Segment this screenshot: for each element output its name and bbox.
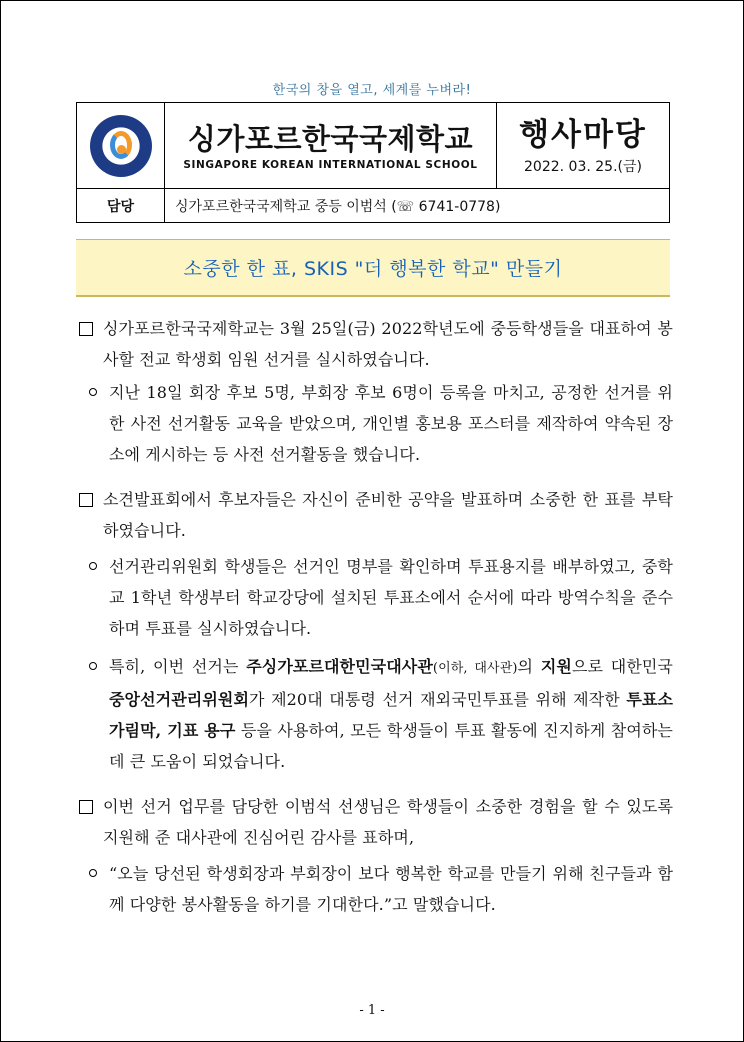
bold-election-commission: 중앙선거관리위원회 xyxy=(109,690,250,709)
contact-text: 싱가포르한국국제학교 중등 이범석 ( xyxy=(175,198,397,215)
text-run: 등을 사용하여, 모든 학생들이 투표 활동에 진지하게 참여하는데 큰 도움이 되었습니다. xyxy=(109,721,673,771)
paragraph-2a xyxy=(79,551,673,644)
circle-bullet-icon xyxy=(89,388,97,396)
paragraph-1a-text: 지난 18일 회장 후보 5명, 부회장 후보 6명이 등록을 마치고, 공정한 선거를 위한 사전 선거활동 교육을 받았으며, 개인별 홍보용 포스터를 제작하여 약속된 장소에 게시하는 등 사전 선거활동을 했습니다. xyxy=(109,383,673,464)
paragraph-3-text: 이번 선거 업무를 담당한 이범석 선생님은 학생들이 소중한 경험을 할 수 있도록 지원해 준 대사관에 진심어린 감사를 표하며, xyxy=(103,797,673,847)
school-name-english: SINGAPORE KOREAN INTERNATIONAL SCHOOL xyxy=(183,158,478,171)
event-date: 2022. 03. 25.(금) xyxy=(524,158,642,175)
paragraph-1 xyxy=(79,313,673,375)
school-name-korean: 싱가포르한국국제학교 xyxy=(187,121,474,156)
contact-phone: 6741-0778) xyxy=(414,198,501,215)
square-bullet-icon xyxy=(79,493,93,507)
bold-voting-equipment: 투표소 가림막, 기표 용구 xyxy=(109,690,673,740)
header-table xyxy=(76,102,670,223)
paragraph-2b xyxy=(79,651,673,777)
text-run: 가 제20대 대통령 선거 재외국민투표를 위해 제작한 xyxy=(249,690,627,709)
paragraph-3a-text: “오늘 당선된 학생회장과 부회장이 보다 행복한 학교를 만들기 위해 친구들과 함께 다양한 봉사활동을 하기를 기대한다.”고 말했습니다. xyxy=(109,864,673,914)
article-title: 소중한 한 표, SKIS "더 행복한 학교" 만들기 xyxy=(76,239,670,297)
school-name-cell xyxy=(165,103,497,189)
paragraph-2a-text: 선거관리위원회 학생들은 선거인 명부를 확인하며 투표용지를 배부하였고, 중학교 1학년 학생부터 학교강당에 설치된 투표소에서 순서에 따라 방역수칙을 준수하며 투표를 실시하였습니다. xyxy=(109,557,673,638)
paragraph-3 xyxy=(79,791,673,853)
text-run-small: (이하, 대사관) xyxy=(432,661,518,676)
text-run: 으로 대한민국 xyxy=(571,657,673,676)
text-run: 특히, 이번 선거는 xyxy=(109,657,247,676)
school-emblem-icon xyxy=(90,115,152,177)
logo-cell xyxy=(77,103,165,189)
paragraph-3a xyxy=(79,858,673,920)
event-title: 행사마당 xyxy=(519,116,647,153)
contact-info xyxy=(165,189,670,223)
bold-support: 지원 xyxy=(540,657,572,676)
paragraph-2-text: 소견발표회에서 후보자들은 자신이 준비한 공약을 발표하며 소중한 한 표를 부탁하였습니다. xyxy=(103,490,673,540)
circle-bullet-icon xyxy=(89,562,97,570)
paragraph-1-text: 싱가포르한국국제학교는 3월 25일(금) 2022학년도에 중등학생들을 대표하여 봉사할 전교 학생회 임원 선거를 실시하였습니다. xyxy=(103,319,673,369)
paragraph-2 xyxy=(79,484,673,546)
page-number: - 1 - xyxy=(359,1003,385,1018)
event-cell xyxy=(497,103,670,189)
paragraph-1a xyxy=(79,377,673,470)
square-bullet-icon xyxy=(79,322,93,336)
square-bullet-icon xyxy=(79,800,93,814)
contact-label: 담당 xyxy=(77,189,165,223)
text-run: 의 xyxy=(517,657,541,676)
paragraph-2b-text xyxy=(79,651,673,777)
circle-bullet-icon xyxy=(89,869,97,877)
circle-bullet-icon xyxy=(89,662,97,670)
bold-embassy: 주싱가포르대한민국대사관 xyxy=(246,657,433,676)
slogan: 한국의 창을 열고, 세계를 누벼라! xyxy=(272,83,472,98)
telephone-icon: ☏ xyxy=(396,198,415,215)
